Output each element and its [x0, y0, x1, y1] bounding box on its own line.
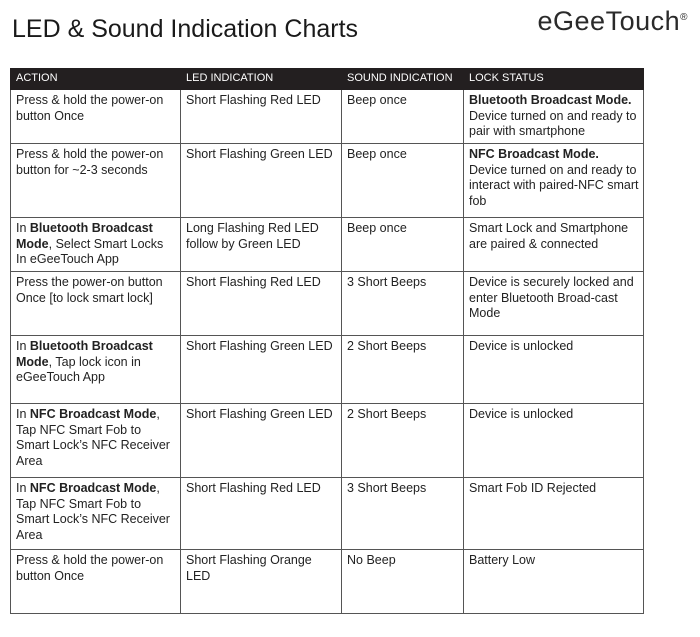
action-text: Press the power-on button Once [to lock smart lock] — [16, 275, 163, 305]
cell-led-indication: Short Flashing Red LED — [181, 478, 342, 550]
cell-action — [11, 404, 181, 478]
action-text: In — [16, 339, 30, 353]
column-header-action: ACTION — [11, 69, 181, 90]
cell-sound-indication: Beep once — [342, 218, 464, 272]
cell-sound-indication: Beep once — [342, 144, 464, 218]
cell-led-indication: Short Flashing Red LED — [181, 90, 342, 144]
cell-action — [11, 218, 181, 272]
table-row — [11, 272, 644, 336]
lock-status-text: Smart Fob ID Rejected — [469, 481, 597, 495]
cell-lock-status — [464, 478, 644, 550]
cell-action — [11, 336, 181, 404]
cell-lock-status — [464, 144, 644, 218]
cell-lock-status — [464, 404, 644, 478]
cell-led-indication: Short Flashing Green LED — [181, 144, 342, 218]
lock-status-mode: NFC Broadcast Mode. — [469, 147, 599, 161]
cell-led-indication: Short Flashing Red LED — [181, 272, 342, 336]
lock-status-text: Device is securely locked and enter Bluetooth Broad-cast Mode — [469, 275, 634, 320]
table-row — [11, 144, 644, 218]
action-text: In — [16, 221, 30, 235]
table-row — [11, 90, 644, 144]
action-text-bold: NFC Broadcast Mode — [29, 481, 157, 495]
cell-action — [11, 272, 181, 336]
cell-sound-indication: 2 Short Beeps — [342, 404, 464, 478]
cell-led-indication: Short Flashing Green LED — [181, 336, 342, 404]
cell-action — [11, 90, 181, 144]
lock-status-text: Device turned on and ready to pair with smartphone — [469, 108, 637, 138]
cell-led-indication: Short Flashing Orange LED — [181, 550, 342, 614]
cell-action — [11, 144, 181, 218]
column-header-sound-indication: SOUND INDICATION — [342, 69, 464, 90]
lock-status-text: Device is unlocked — [469, 339, 574, 353]
action-text-bold: Bluetooth Broadcast Mode — [16, 221, 153, 251]
action-text: , Tap NFC Smart Fob to Smart Lock’s NFC Receiver Area — [16, 407, 170, 468]
column-header-led-indication: LED INDICATION — [181, 69, 342, 90]
cell-sound-indication: 3 Short Beeps — [342, 478, 464, 550]
table-row — [11, 336, 644, 404]
action-text: , Tap lock icon in eGeeTouch App — [16, 354, 141, 384]
cell-lock-status — [464, 218, 644, 272]
cell-sound-indication: No Beep — [342, 550, 464, 614]
cell-action — [11, 550, 181, 614]
action-text: Press & hold the power-on button Once — [16, 553, 164, 583]
cell-led-indication: Short Flashing Green LED — [181, 404, 342, 478]
page-title: LED & Sound Indication Charts — [12, 15, 359, 43]
brand-name: eGeeTouch — [537, 6, 681, 36]
column-header-lock-status: LOCK STATUS — [464, 69, 644, 90]
indication-table — [10, 68, 644, 614]
action-text-bold: Bluetooth Broadcast Mode — [16, 339, 153, 369]
cell-lock-status — [464, 336, 644, 404]
table-header-row — [11, 69, 644, 90]
action-text-bold: NFC Broadcast Mode — [29, 407, 157, 421]
brand-logo — [538, 6, 688, 37]
lock-status-text: Smart Lock and Smartphone are paired & connected — [469, 221, 629, 251]
cell-sound-indication: 2 Short Beeps — [342, 336, 464, 404]
table-row — [11, 550, 644, 614]
table-row — [11, 404, 644, 478]
cell-lock-status — [464, 90, 644, 144]
action-text: In — [16, 407, 30, 421]
action-text: Press & hold the power-on button Once — [16, 93, 164, 123]
lock-status-text: Device turned on and ready to interact with paired-NFC smart fob — [469, 162, 639, 208]
table-body — [11, 90, 644, 614]
action-text: , Select Smart Locks In eGeeTouch App — [16, 236, 164, 266]
lock-status-mode: Bluetooth Broadcast Mode. — [469, 93, 632, 107]
table-row — [11, 478, 644, 550]
cell-sound-indication: 3 Short Beeps — [342, 272, 464, 336]
registered-mark: ® — [680, 12, 688, 23]
cell-sound-indication: Beep once — [342, 90, 464, 144]
cell-lock-status — [464, 550, 644, 614]
cell-action — [11, 478, 181, 550]
action-text: , Tap NFC Smart Fob to Smart Lock’s NFC Receiver Area — [16, 481, 170, 542]
lock-status-text: Battery Low — [469, 553, 536, 567]
cell-led-indication: Long Flashing Red LED follow by Green LED — [181, 218, 342, 272]
action-text: Press & hold the power-on button for ~2-3 seconds — [16, 147, 164, 177]
action-text: In — [16, 481, 30, 495]
lock-status-text: Device is unlocked — [469, 407, 574, 421]
cell-lock-status — [464, 272, 644, 336]
table-row — [11, 218, 644, 272]
